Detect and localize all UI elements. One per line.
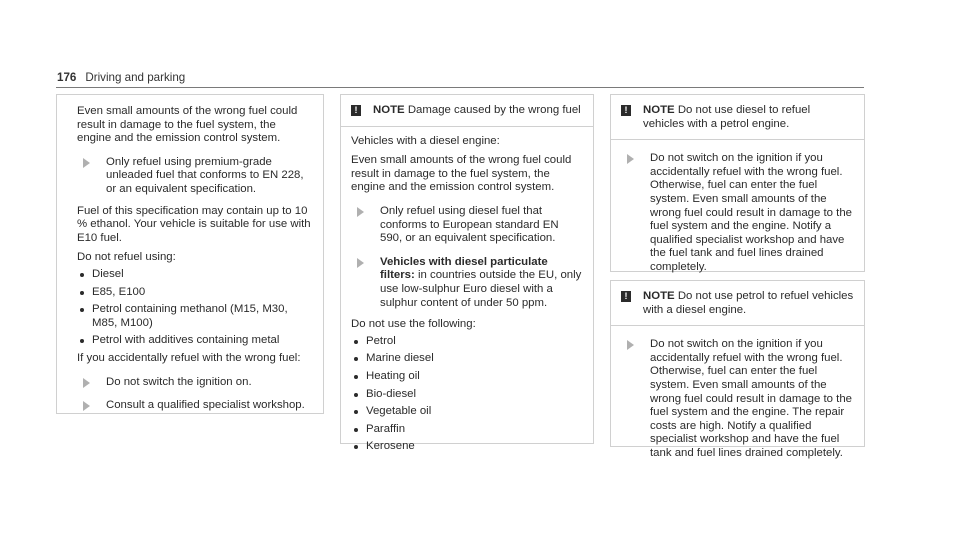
fuel-info-box xyxy=(56,94,324,414)
list-item: Diesel xyxy=(77,268,313,282)
step-arrow-icon xyxy=(83,378,90,388)
note-header xyxy=(341,95,593,127)
instruction-step xyxy=(621,152,854,274)
step-arrow-icon xyxy=(627,340,634,350)
intro-text: Even small amounts of the wrong fuel could result in damage to the fuel system, the engine and the emission control system. xyxy=(77,105,298,145)
list-item: Paraffin xyxy=(351,423,583,437)
list-item: Petrol containing methanol (M15, M30, M85, M100) xyxy=(77,303,313,330)
paragraph: If you accidentally refuel with the wrong fuel: xyxy=(77,351,301,364)
instruction-step xyxy=(77,376,313,390)
step-arrow-icon xyxy=(627,154,634,164)
step-arrow-icon xyxy=(83,158,90,168)
step-bold-text: Vehicles with diesel particulate filters: xyxy=(380,255,548,282)
note-title: Do not use diesel to refuel vehicles with a petrol engine. xyxy=(643,104,811,130)
warning-icon: ! xyxy=(351,105,361,116)
warning-icon: ! xyxy=(621,291,631,302)
step-text: in countries outside the EU, only use low-sulphur Euro diesel with a sulphur content of under 50 ppm. xyxy=(380,269,582,309)
note-box-wrong-fuel xyxy=(340,94,594,453)
note-header xyxy=(611,95,864,140)
list-item: Bio-diesel xyxy=(351,388,583,402)
instruction-step xyxy=(77,156,313,197)
note-box-no-petrol xyxy=(610,280,865,459)
list-item: Petrol xyxy=(351,335,583,349)
note-label: NOTE xyxy=(643,290,675,302)
bullet-list xyxy=(77,268,313,348)
note-label: NOTE xyxy=(643,104,675,116)
step-arrow-icon xyxy=(357,207,364,217)
paragraph: Vehicles with a diesel engine: xyxy=(351,134,500,147)
note-box-no-diesel xyxy=(610,94,865,272)
instruction-step xyxy=(621,338,854,460)
instruction-step xyxy=(351,256,583,310)
list-item: Petrol with additives containing metal xyxy=(77,334,313,348)
note-label: NOTE xyxy=(373,104,405,116)
step-text: Consult a qualified specialist workshop. xyxy=(106,399,305,412)
list-item: Marine diesel xyxy=(351,352,583,366)
note-body xyxy=(341,127,593,454)
step-text: Do not switch on the ignition if you accidentally refuel with the wrong fuel. Otherwise, fuel can enter the fuel system. Even small amounts of the wrong fuel could result in damage to the fuel system and the engine. The repair costs are high. Notify a qualified specialist workshop and have the fuel tank and fuel lines drained completely. xyxy=(650,338,852,459)
note-body xyxy=(611,326,864,460)
bullet-list xyxy=(351,335,583,454)
paragraph: Do not refuel using: xyxy=(77,251,176,264)
warning-icon: ! xyxy=(621,105,631,116)
header-rule xyxy=(56,87,864,88)
page-header xyxy=(57,71,185,85)
section-title: Driving and parking xyxy=(85,71,186,84)
instruction-step xyxy=(351,205,583,246)
list-item: Kerosene xyxy=(351,440,583,454)
step-text: Only refuel using diesel fuel that conforms to European standard EN 590, or an equivalent specification. xyxy=(380,204,559,245)
page-number: 176 xyxy=(57,71,77,84)
paragraph: Even small amounts of the wrong fuel could result in damage to the fuel system, the engine and the emission control system. xyxy=(351,154,572,194)
list-item: Heating oil xyxy=(351,370,583,384)
paragraph: Fuel of this specification may contain up to 10 % ethanol. Your vehicle is suitable for use with E10 fuel. xyxy=(77,204,311,244)
step-arrow-icon xyxy=(357,258,364,268)
paragraph: Do not use the following: xyxy=(351,318,476,331)
step-text: Only refuel using premium-grade unleaded fuel that conforms to EN 228, or an equivalent specification. xyxy=(106,155,304,195)
list-item: E85, E100 xyxy=(77,286,313,300)
list-item: Vegetable oil xyxy=(351,405,583,419)
instruction-step xyxy=(77,399,313,413)
note-body xyxy=(611,140,864,274)
note-title: Do not use petrol to refuel vehicles with a diesel engine. xyxy=(643,290,854,316)
step-text: Do not switch the ignition on. xyxy=(106,375,252,388)
step-arrow-icon xyxy=(83,401,90,411)
note-title: Damage caused by the wrong fuel xyxy=(407,104,581,116)
note-header xyxy=(611,281,864,326)
step-text: Do not switch on the ignition if you accidentally refuel with the wrong fuel. Otherwise, fuel can enter the fuel system. Even small amounts of the wrong fuel could result in damage to the fuel system and the engine. Notify a qualified specialist workshop and have the fuel tank and fuel lines drained completely. xyxy=(650,152,852,273)
